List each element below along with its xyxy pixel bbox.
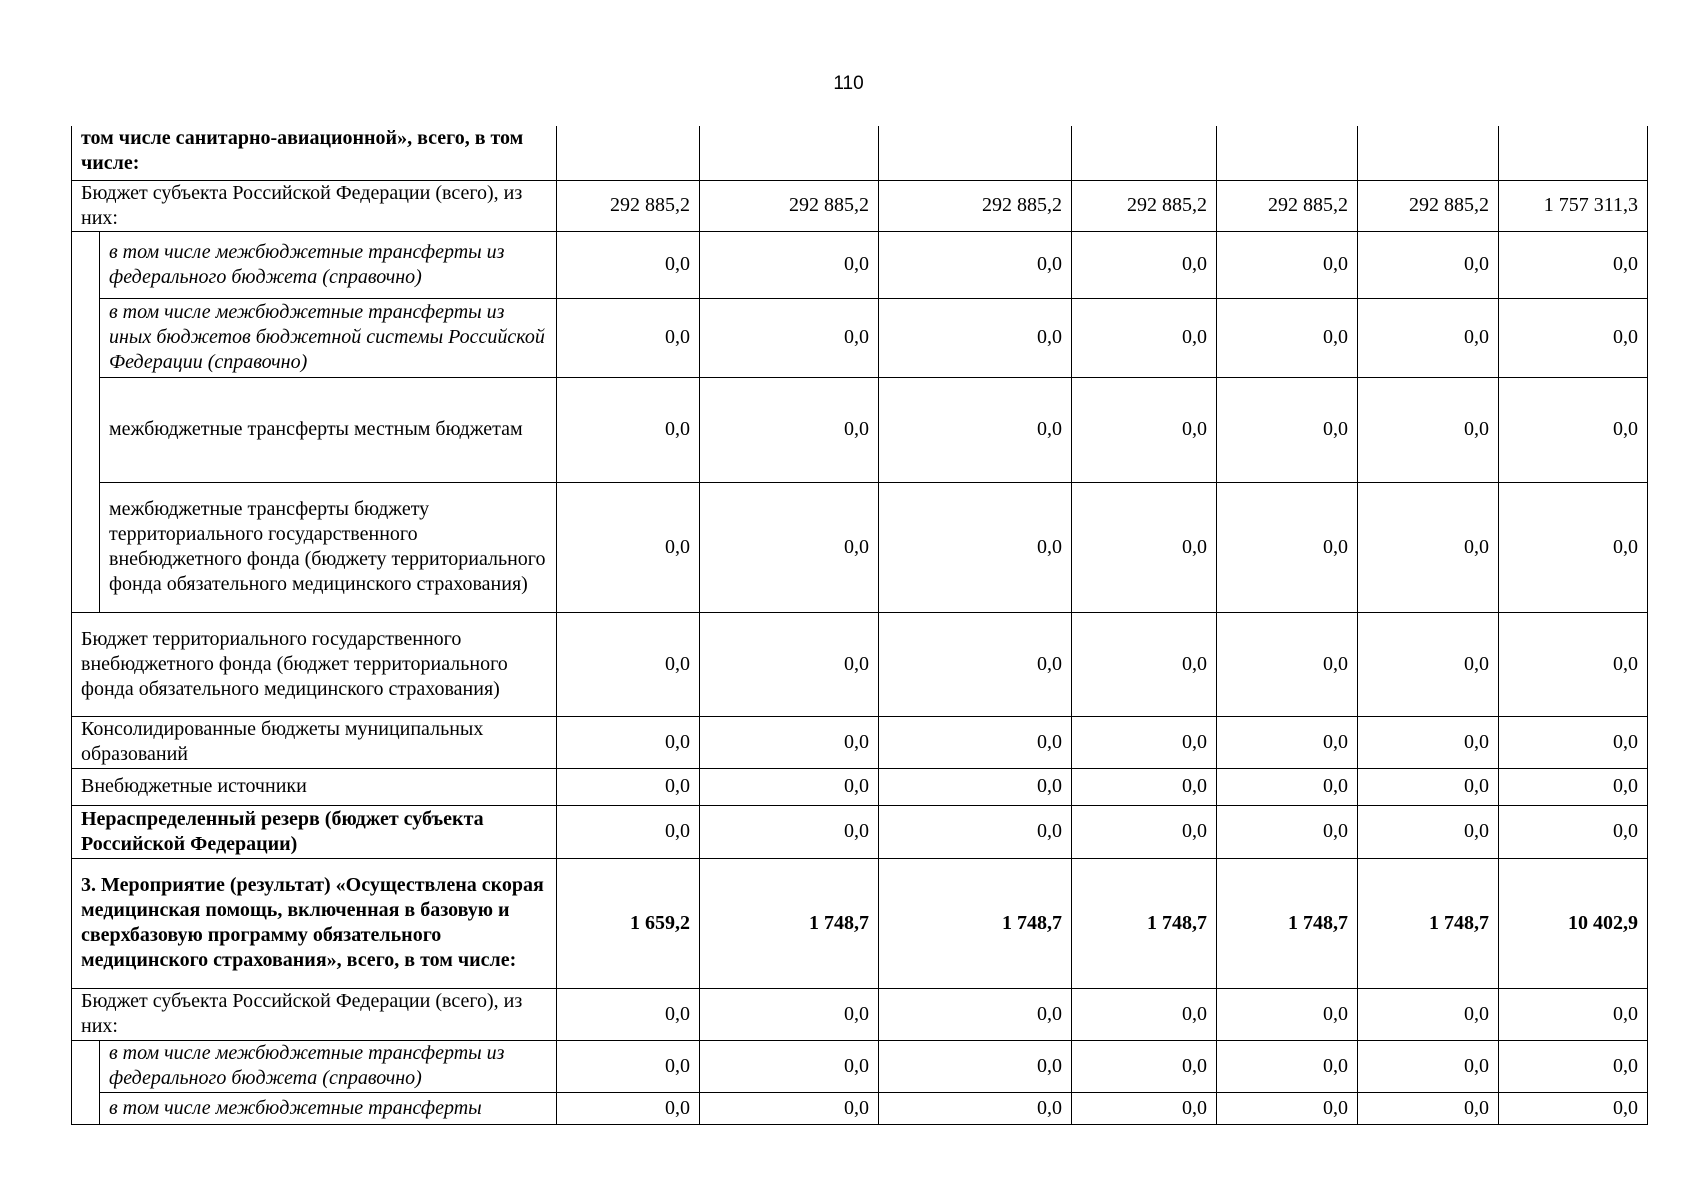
value-cell: 0,0 [1499, 482, 1648, 612]
value-cell: 0,0 [1217, 231, 1358, 298]
value-cell [1499, 126, 1648, 180]
value-cell: 292 885,2 [557, 180, 700, 231]
value-cell: 0,0 [879, 482, 1072, 612]
value-cell: 0,0 [1499, 612, 1648, 716]
row-label: Бюджет территориального государственного внебюджетного фонда (бюджет территориального фонда обязательного медицинского страхования) [72, 612, 557, 716]
value-cell: 0,0 [879, 612, 1072, 716]
table-row [72, 1092, 1648, 1124]
row-label: Бюджет субъекта Российской Федерации (всего), из них: [72, 180, 557, 231]
value-cell: 0,0 [1358, 377, 1499, 482]
indent-cell [72, 377, 100, 482]
table-row [72, 988, 1648, 1040]
value-cell: 0,0 [879, 1040, 1072, 1092]
value-cell: 0,0 [1217, 805, 1358, 858]
row-label: Консолидированные бюджеты муниципальных образований [72, 716, 557, 768]
value-cell: 0,0 [557, 1092, 700, 1124]
value-cell: 0,0 [1499, 1040, 1648, 1092]
value-cell: 0,0 [1499, 1092, 1648, 1124]
indent-cell [72, 482, 100, 612]
value-cell: 0,0 [1358, 716, 1499, 768]
table-row [72, 482, 1648, 612]
table-row [72, 805, 1648, 858]
table-row [72, 377, 1648, 482]
value-cell: 0,0 [879, 377, 1072, 482]
indent-cell [72, 1092, 100, 1124]
indent-cell [72, 231, 100, 298]
value-cell: 0,0 [1358, 768, 1499, 805]
value-cell: 0,0 [879, 768, 1072, 805]
table-row [72, 716, 1648, 768]
table-row [72, 768, 1648, 805]
value-cell: 0,0 [1217, 1040, 1358, 1092]
value-cell: 0,0 [1072, 298, 1217, 377]
value-cell: 1 748,7 [1072, 858, 1217, 988]
value-cell: 0,0 [557, 805, 700, 858]
value-cell: 0,0 [700, 377, 879, 482]
budget-table [71, 126, 1648, 1125]
value-cell: 0,0 [1217, 716, 1358, 768]
value-cell: 0,0 [1499, 988, 1648, 1040]
value-cell: 0,0 [1217, 768, 1358, 805]
indent-cell [72, 1040, 100, 1092]
value-cell: 292 885,2 [1358, 180, 1499, 231]
value-cell: 0,0 [1072, 988, 1217, 1040]
indent-cell [72, 298, 100, 377]
page-number: 110 [833, 73, 864, 94]
value-cell: 0,0 [1072, 768, 1217, 805]
value-cell: 0,0 [700, 231, 879, 298]
row-label: в том числе межбюджетные трансферты [100, 1092, 557, 1124]
value-cell: 0,0 [1499, 231, 1648, 298]
row-label: Бюджет субъекта Российской Федерации (всего), из них: [72, 988, 557, 1040]
value-cell: 0,0 [557, 612, 700, 716]
value-cell: 292 885,2 [1217, 180, 1358, 231]
value-cell: 0,0 [1358, 298, 1499, 377]
value-cell: 10 402,9 [1499, 858, 1648, 988]
value-cell: 292 885,2 [879, 180, 1072, 231]
value-cell [700, 126, 879, 180]
value-cell: 0,0 [1358, 1040, 1499, 1092]
value-cell: 0,0 [700, 988, 879, 1040]
table-row [72, 180, 1648, 231]
value-cell [1358, 126, 1499, 180]
value-cell: 1 748,7 [1217, 858, 1358, 988]
row-label: 3. Мероприятие (результат) «Осуществлена скорая медицинская помощь, включенная в базовую и сверхбазовую программу обязательного медицинского страхования», всего, в том числе: [72, 858, 557, 988]
value-cell: 0,0 [1499, 298, 1648, 377]
value-cell: 0,0 [700, 612, 879, 716]
value-cell: 0,0 [879, 988, 1072, 1040]
value-cell: 1 748,7 [700, 858, 879, 988]
value-cell: 1 659,2 [557, 858, 700, 988]
value-cell: 0,0 [557, 716, 700, 768]
value-cell: 0,0 [1217, 482, 1358, 612]
value-cell: 0,0 [1358, 482, 1499, 612]
value-cell: 0,0 [1072, 1092, 1217, 1124]
value-cell: 0,0 [879, 231, 1072, 298]
row-label: Нераспределенный резерв (бюджет субъекта Российской Федерации) [72, 805, 557, 858]
value-cell: 0,0 [1358, 612, 1499, 716]
value-cell: 0,0 [1358, 1092, 1499, 1124]
value-cell: 0,0 [1217, 377, 1358, 482]
value-cell: 0,0 [700, 716, 879, 768]
value-cell: 0,0 [1217, 298, 1358, 377]
value-cell: 0,0 [1072, 612, 1217, 716]
value-cell: 292 885,2 [1072, 180, 1217, 231]
value-cell: 0,0 [1217, 988, 1358, 1040]
value-cell: 0,0 [1072, 716, 1217, 768]
value-cell: 0,0 [1358, 988, 1499, 1040]
row-label: в том числе межбюджетные трансферты из иных бюджетов бюджетной системы Российской Федерации (справочно) [100, 298, 557, 377]
value-cell: 0,0 [557, 298, 700, 377]
value-cell: 0,0 [700, 805, 879, 858]
value-cell: 0,0 [700, 768, 879, 805]
row-label: Внебюджетные источники [72, 768, 557, 805]
value-cell: 0,0 [1499, 716, 1648, 768]
value-cell: 0,0 [1499, 768, 1648, 805]
value-cell: 0,0 [879, 298, 1072, 377]
value-cell: 0,0 [557, 768, 700, 805]
value-cell: 0,0 [879, 1092, 1072, 1124]
value-cell: 0,0 [557, 482, 700, 612]
value-cell: 292 885,2 [700, 180, 879, 231]
value-cell: 0,0 [1358, 805, 1499, 858]
value-cell: 0,0 [557, 988, 700, 1040]
value-cell: 0,0 [1072, 1040, 1217, 1092]
value-cell: 0,0 [700, 482, 879, 612]
value-cell: 0,0 [1499, 805, 1648, 858]
value-cell: 1 748,7 [1358, 858, 1499, 988]
value-cell: 0,0 [700, 298, 879, 377]
value-cell: 0,0 [1499, 377, 1648, 482]
value-cell [557, 126, 700, 180]
value-cell: 0,0 [1072, 231, 1217, 298]
row-label: том числе санитарно-авиационной», всего, в том числе: [72, 126, 557, 180]
value-cell: 0,0 [557, 377, 700, 482]
value-cell: 0,0 [1072, 805, 1217, 858]
value-cell [1072, 126, 1217, 180]
value-cell: 0,0 [879, 805, 1072, 858]
value-cell: 1 748,7 [879, 858, 1072, 988]
table-row [72, 298, 1648, 377]
table-row [72, 858, 1648, 988]
budget-table-body [72, 126, 1648, 1124]
value-cell: 0,0 [1072, 482, 1217, 612]
value-cell: 0,0 [879, 716, 1072, 768]
row-label: межбюджетные трансферты местным бюджетам [100, 377, 557, 482]
value-cell [1217, 126, 1358, 180]
value-cell: 0,0 [1217, 1092, 1358, 1124]
value-cell: 0,0 [1072, 377, 1217, 482]
table-row [72, 231, 1648, 298]
value-cell: 0,0 [1217, 612, 1358, 716]
row-label: в том числе межбюджетные трансферты из федерального бюджета (справочно) [100, 1040, 557, 1092]
value-cell: 0,0 [1358, 231, 1499, 298]
row-label: в том числе межбюджетные трансферты из федерального бюджета (справочно) [100, 231, 557, 298]
table-row [72, 612, 1648, 716]
value-cell: 0,0 [557, 1040, 700, 1092]
value-cell [879, 126, 1072, 180]
table-row [72, 126, 1648, 180]
row-label: межбюджетные трансферты бюджету территориального государственного внебюджетного фонда (бюджету территориального фонда обязательного медицинского страхования) [100, 482, 557, 612]
table-row [72, 1040, 1648, 1092]
value-cell: 1 757 311,3 [1499, 180, 1648, 231]
value-cell: 0,0 [557, 231, 700, 298]
value-cell: 0,0 [700, 1092, 879, 1124]
value-cell: 0,0 [700, 1040, 879, 1092]
